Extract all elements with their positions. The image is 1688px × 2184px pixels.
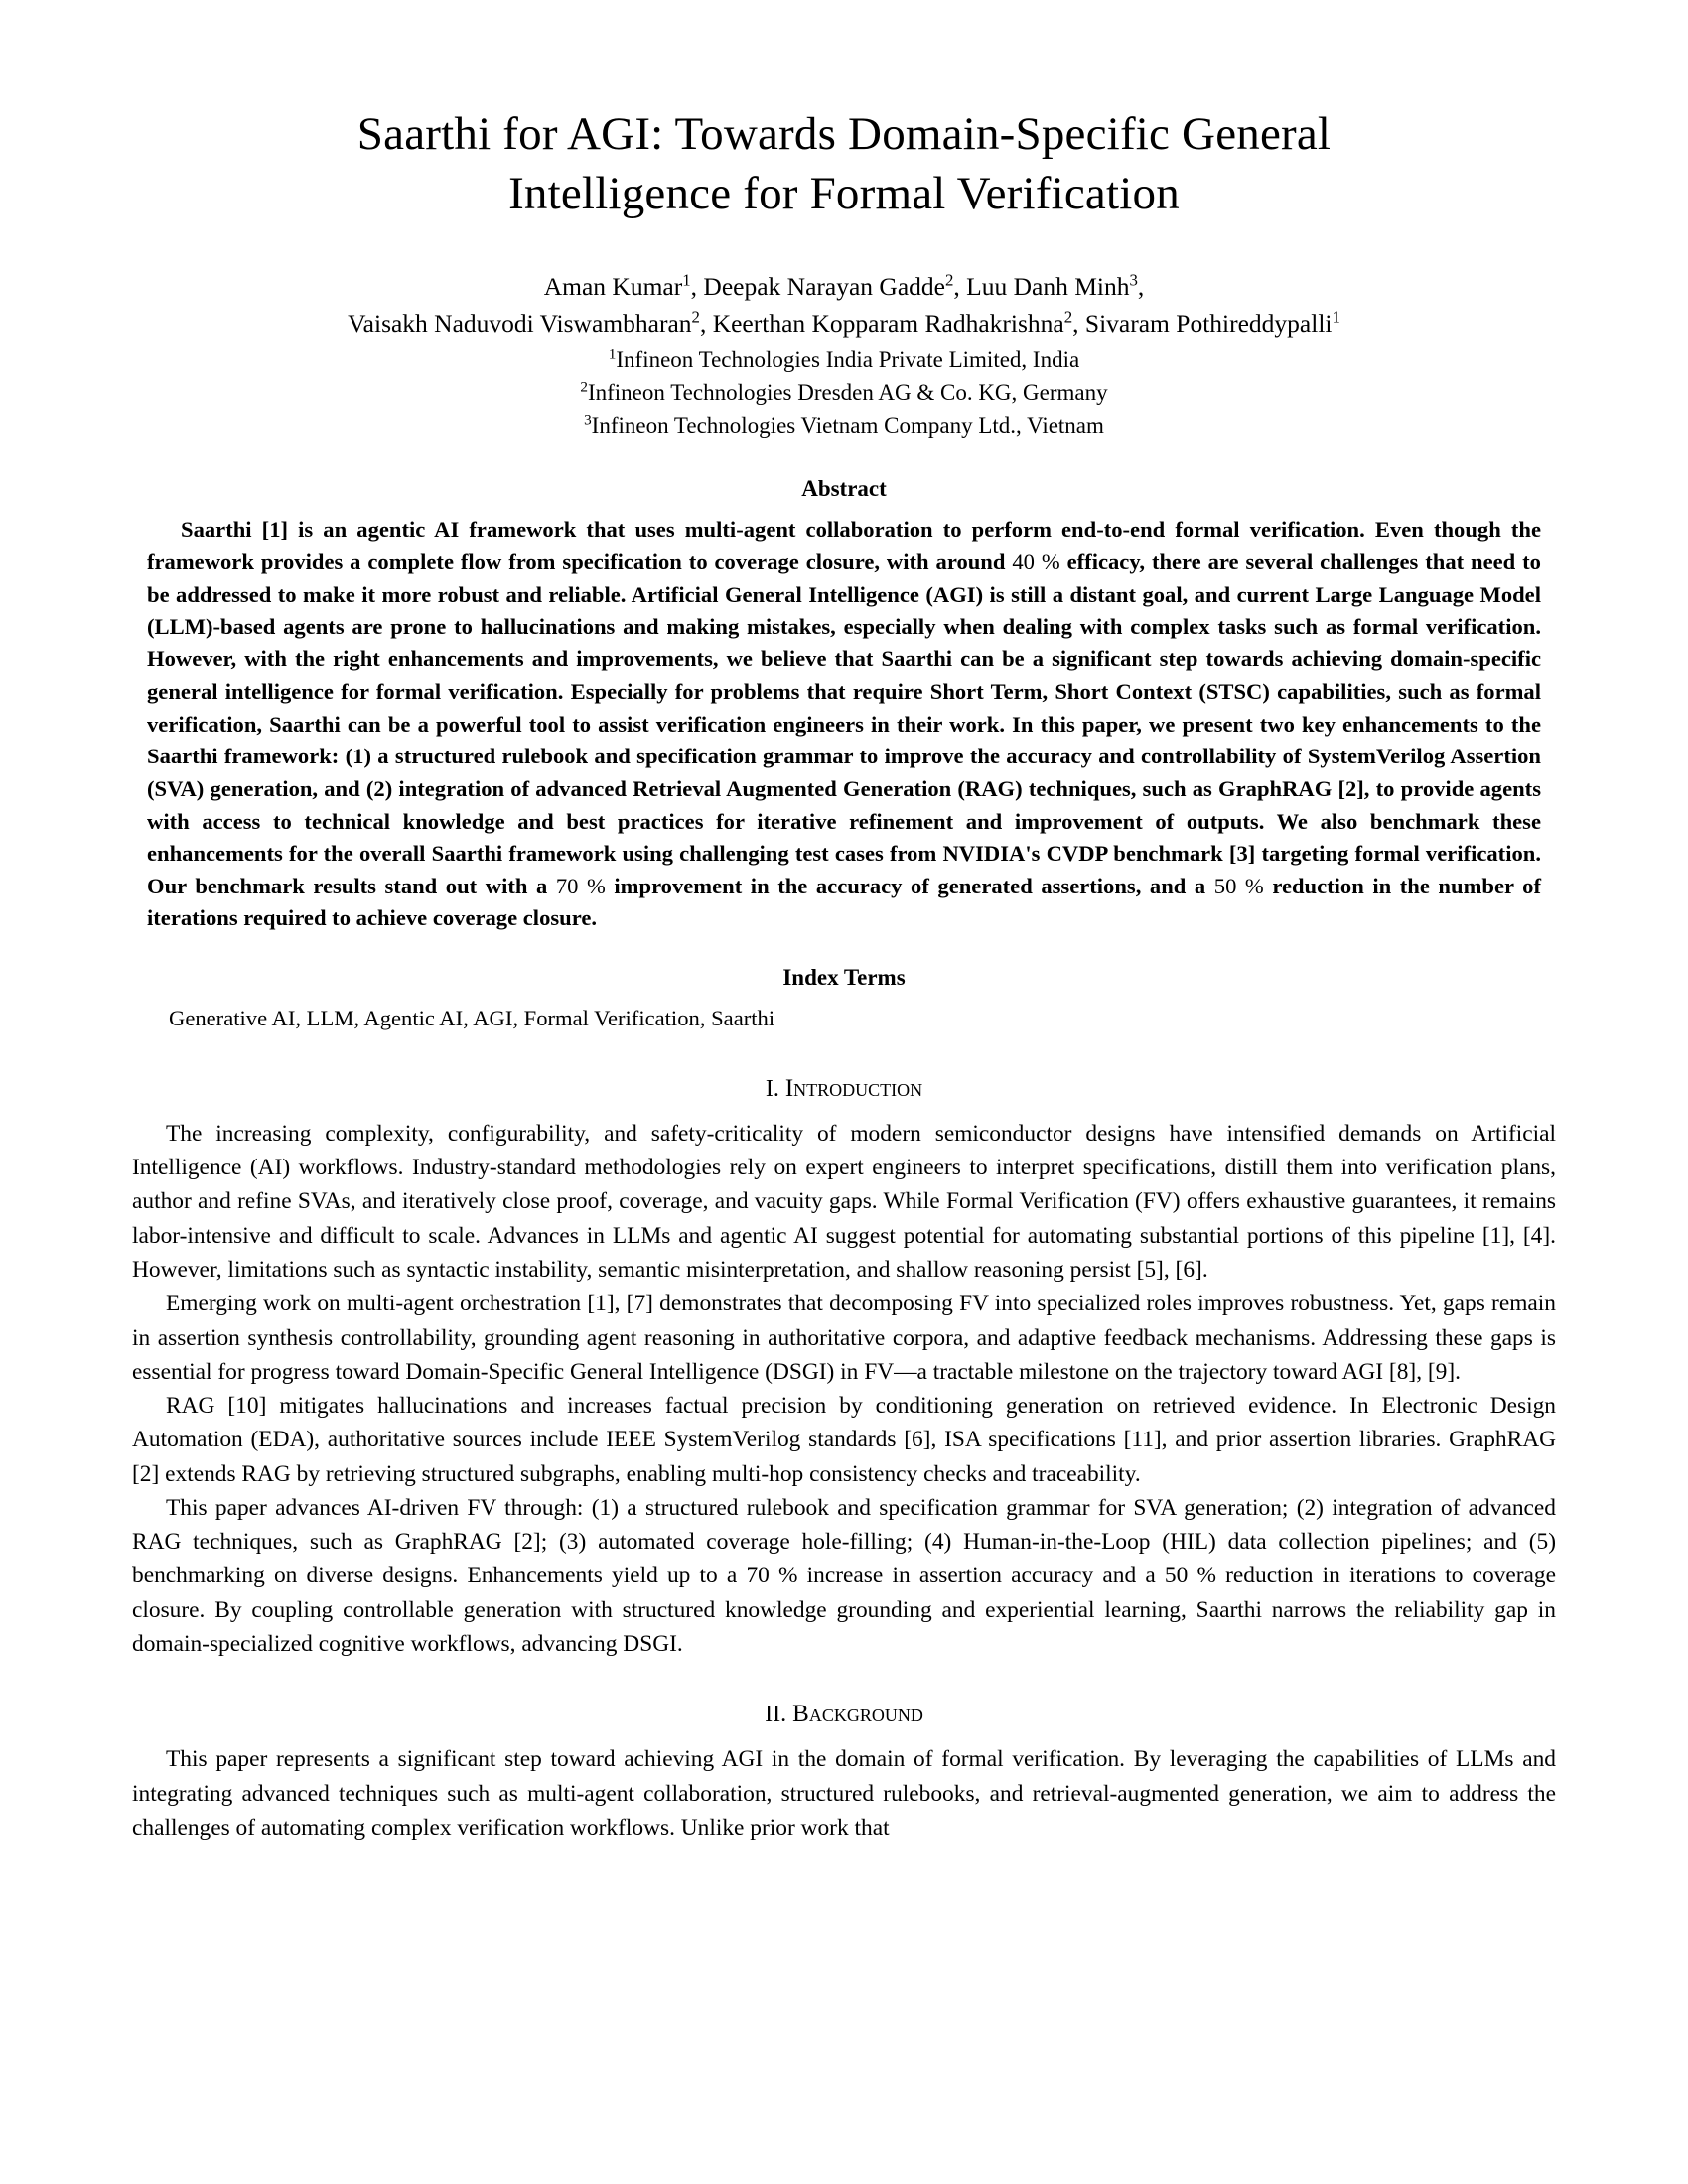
- affiliation-marker: 3: [584, 411, 592, 429]
- section-number: I.: [765, 1075, 785, 1102]
- text-run: improvement in the accuracy of generated assertions, and a: [605, 873, 1214, 898]
- author-affiliation-marker: 2: [1063, 307, 1073, 327]
- index-terms-heading: Index Terms: [782, 965, 906, 991]
- inline-number: 40 %: [1012, 549, 1060, 575]
- inline-number: 50 %: [1164, 1563, 1216, 1589]
- text-run: reduction in iterations to coverage closure. By coupling controllable generation with structured knowledge grounding and experiential learning, Saarthi narrows the reliability gap in domain-specialized cognitive workflows, advancing DSGI.: [132, 1563, 1556, 1658]
- author-name: Keerthan Kopparam Radhakrishna: [712, 308, 1064, 338]
- text-run: Emerging work on multi-agent orchestration [1], [7] demonstrates that decomposing FV into specialized roles improves robustness. Yet, gaps remain in assertion synthesis controllability, grounding agent reasoning in authoritative corpora, and adaptive feedback mechanisms. Addressing these gaps is essential for progress toward Domain-Specific General Intelligence (DSGI) in FV—a tractable milestone on the trajectory toward AGI [8], [9].: [132, 1291, 1556, 1385]
- author-affiliation-marker: 1: [1332, 307, 1340, 327]
- title-line: Saarthi for AGI: Towards Domain-Specific General: [356, 108, 1332, 160]
- text-run: This paper advances AI-driven FV through: (1) a structured rulebook and specification grammar for SVA generation; (2) integration of advanced RAG techniques, such as GraphRAG [2]; (3) automated coverage hole-filling; (4) Human-in-the-Loop (HIL) data collection pipelines; and (5) benchmarking on diverse designs. Enhancements yield up to a: [132, 1494, 1556, 1589]
- affiliation-text: Infineon Technologies India Private Limited, India: [616, 346, 1080, 372]
- section-name: Background: [792, 1701, 923, 1728]
- author-affiliation-marker: 2: [691, 307, 700, 327]
- author-affiliation-marker: 3: [1129, 270, 1138, 290]
- text-run: increase in assertion accuracy and a: [797, 1563, 1165, 1589]
- page-title: [132, 104, 1556, 223]
- body-paragraph: [132, 1117, 1556, 1287]
- affiliation-marker: 1: [608, 345, 617, 363]
- inline-number: 70 %: [746, 1563, 798, 1589]
- abstract-body: [147, 514, 1541, 935]
- inline-number: 70 %: [555, 873, 606, 898]
- index-terms-list: Generative AI, LLM, Agentic AI, AGI, Formal Verification, Saarthi: [169, 1006, 775, 1031]
- inline-number: 50 %: [1213, 873, 1264, 898]
- text-run: This paper represents a significant step toward achieving AGI in the domain of formal verification. By leveraging the capabilities of LLMs and integrating advanced techniques such as multi-agent collaboration, structured rulebooks, and retrieval-augmented generation, we aim to address the challenges of automating complex verification workflows. Unlike prior work that: [132, 1746, 1556, 1841]
- section-number: II.: [765, 1702, 793, 1728]
- title-line: Intelligence for Formal Verification: [508, 168, 1180, 220]
- affiliation-line: [132, 409, 1556, 442]
- text-run: Saarthi [1] is an agentic AI framework that uses multi-agent collaboration to perform end-to-end formal verification. Even though the framework provides a complete flow from specification to coverage closure, with around: [147, 516, 1541, 575]
- section-name: Introduction: [784, 1074, 923, 1102]
- affiliation-text: Infineon Technologies Dresden AG & Co. KG, Germany: [587, 380, 1108, 406]
- author-line-1: Aman Kumar$^1$, Deepak Narayan Gadde$^2$, Luu Danh Minh$^3$,: [543, 270, 1145, 302]
- section-heading: [132, 1075, 1556, 1103]
- author-name: Luu Danh Minh: [966, 272, 1130, 302]
- body-paragraph: [132, 1742, 1556, 1844]
- author-affiliation-marker: 2: [944, 270, 954, 290]
- paper-content-column: [132, 0, 1556, 1844]
- body-paragraph: [132, 1491, 1556, 1661]
- text-run: The increasing complexity, configurability, and safety-criticality of modern semiconductor designs have intensified demands on Artificial Intelligence (AI) workflows. Industry-standard methodologies rely on expert engineers to interpret specifications, distill them into verification plans, author and refine SVAs, and iteratively close proof, coverage, and vacuity gaps. While Formal Verification (FV) offers exhaustive guarantees, it remains labor-intensive and difficult to scale. Advances in LLMs and agentic AI suggest potential for automating substantial portions of this pipeline [1], [4]. However, limitations such as syntactic instability, semantic misinterpretation, and shallow reasoning persist [5], [6].: [132, 1120, 1556, 1283]
- author-name: Sivaram Pothireddypalli: [1084, 308, 1333, 338]
- body-paragraph: [132, 1389, 1556, 1491]
- affiliation-marker: 2: [580, 378, 588, 396]
- author-list: [132, 269, 1556, 341]
- body-paragraph: [132, 1287, 1556, 1389]
- text-run: efficacy, there are several challenges that need to be addressed to make it more robust and reliable. Artificial General Intelligence (AGI) is still a distant goal, and current Large Language Model (LLM)-based agents are prone to hallucinations and making mistakes, especially when dealing with complex tasks such as formal verification. However, with the right enhancements and improvements, we believe that Saarthi can be a significant step towards achieving domain-specific general intelligence for formal verification. Especially for problems that require Short Term, Short Context (STSC) capabilities, such as formal verification, Saarthi can be a powerful tool to assist verification engineers in their work. In this paper, we present two key enhancements to the Saarthi framework: (1) a structured rulebook and specification grammar to improve the accuracy and controllability of SystemVerilog Assertion (SVA) generation, and (2) integration of advanced Retrieval Augmented Generation (RAG) techniques, such as GraphRAG [2], to provide agents with access to technical knowledge and best practices for iterative refinement and improvement of outputs. We also benchmark these enhancements for the overall Saarthi framework using challenging test cases from NVIDIA's CVDP benchmark [3] targeting formal verification. Our benchmark results stand out with a: [147, 549, 1541, 898]
- author-affiliation-marker: 1: [682, 270, 691, 290]
- author-line-2: Vaisakh Naduvodi Viswambharan$^2$, Keerthan Kopparam Radhakrishna$^2$, Sivaram Pothireddypalli$^1$: [348, 307, 1340, 338]
- abstract-heading: Abstract: [801, 476, 887, 501]
- paper-sections: [132, 1075, 1556, 1844]
- section-heading: [132, 1701, 1556, 1728]
- affiliation-line: [132, 376, 1556, 409]
- text-run: RAG [10] mitigates hallucinations and increases factual precision by conditioning generation on retrieved evidence. In Electronic Design Automation (EDA), authoritative sources include IEEE SystemVerilog standards [6], ISA specifications [11], and prior assertion libraries. GraphRAG [2] extends RAG by retrieving structured subgraphs, enabling multi-hop consistency checks and traceability.: [132, 1393, 1556, 1487]
- text-run: reduction in the number of iterations required to achieve coverage closure.: [147, 873, 1541, 931]
- affiliation-list: [132, 343, 1556, 443]
- affiliation-line: [132, 343, 1556, 376]
- author-name: Deepak Narayan Gadde: [703, 272, 945, 302]
- author-name: Vaisakh Naduvodi Viswambharan: [348, 308, 692, 338]
- author-name: Aman Kumar: [543, 272, 683, 302]
- affiliation-text: Infineon Technologies Vietnam Company Ltd., Vietnam: [591, 413, 1104, 439]
